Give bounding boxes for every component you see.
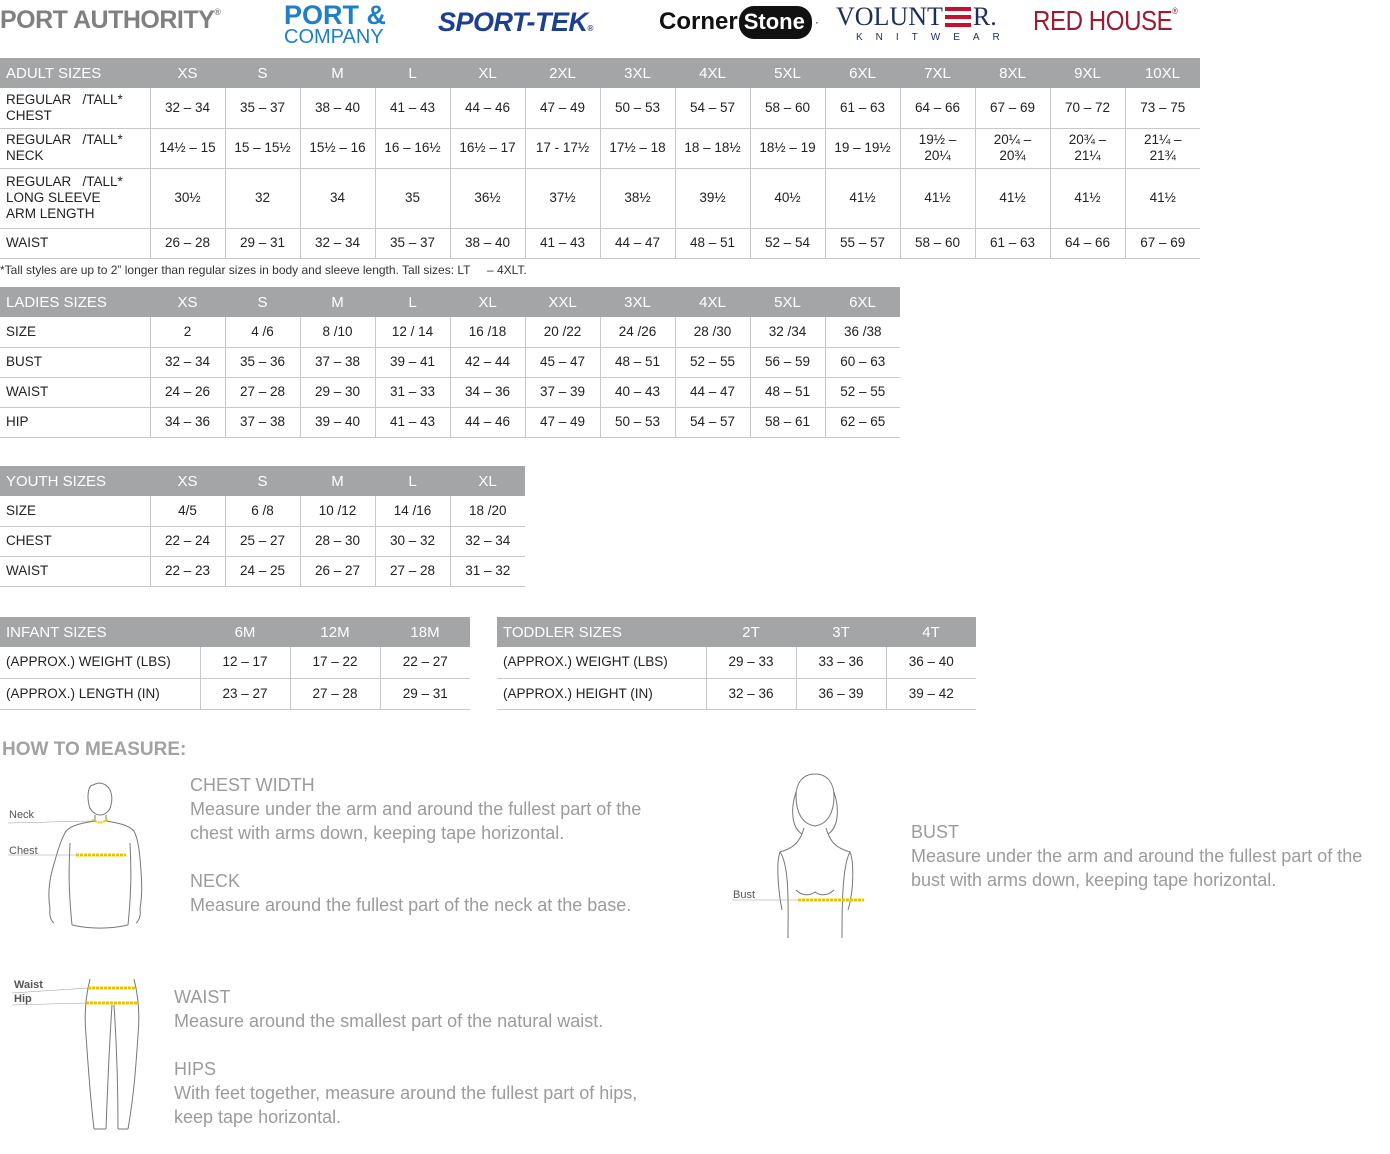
size-value-cell: 17 – 22 [290,647,380,678]
size-value-cell: 32 – 34 [150,88,225,128]
size-value-cell: 47 – 49 [525,88,600,128]
size-value-cell: 41½ [1050,168,1125,228]
size-value-cell: 39 – 42 [886,678,976,709]
size-value-cell: 36 /38 [825,317,900,347]
ladies-size-column-header: L [375,287,450,317]
table-row [0,168,1200,228]
size-value-cell: 48 – 51 [750,377,825,407]
infant-size-column-header: 18M [380,617,470,647]
table-row [0,317,900,347]
port-company-logo [284,2,386,47]
port-authority-mark: ® [214,7,221,17]
size-value-cell: 52 – 55 [675,347,750,377]
size-value-cell: 22 – 24 [150,526,225,556]
size-value-cell: 16 /18 [450,317,525,347]
size-value-cell: 41½ [900,168,975,228]
infant-size-column-header: 12M [290,617,380,647]
size-value-cell: 58 – 60 [750,88,825,128]
table-row [0,128,1200,168]
youth-size-column-header: XS [150,466,225,496]
size-value-cell: 17½ – 18 [600,128,675,168]
infant-table-header: INFANT SIZES [0,617,200,647]
adult-size-column-header: 2XL [525,58,600,88]
size-value-cell: 8 /10 [300,317,375,347]
ladies-size-column-header: 4XL [675,287,750,317]
size-value-cell: 14½ – 15 [150,128,225,168]
size-value-cell: 26 – 28 [150,228,225,258]
size-value-cell: 42 – 44 [450,347,525,377]
bust-text-line1: Measure under the arm and around the fullest part of the [911,846,1363,866]
volunteer-logo-subtitle: KNITWEAR [856,32,1013,43]
size-value-cell: 27 – 28 [375,556,450,586]
volunteer-logo-part2: R. [972,2,997,31]
size-value-cell: 64 – 66 [900,88,975,128]
row-label-line: CHEST [6,107,52,123]
size-value-cell: 36½ [450,168,525,228]
chest-figure-label: Chest [9,845,38,857]
toddler-table-header: TODDLER SIZES [497,617,706,647]
size-value-cell: 19½ – 20¼ [900,128,975,168]
row-label: SIZE [0,317,150,347]
bust-figure-label: Bust [733,889,756,901]
chest-width-text-line1: Measure under the arm and around the fullest part of the [190,799,642,819]
table-row [0,377,900,407]
red-house-mark: ® [1172,6,1178,16]
youth-size-column-header: M [300,466,375,496]
size-value-cell: 39½ [675,168,750,228]
size-value-cell: 34 – 36 [150,407,225,437]
size-value-cell: 67 – 69 [975,88,1050,128]
size-value-cell: 41½ [825,168,900,228]
size-value-cell: 58 – 60 [900,228,975,258]
size-value-cell: 44 – 46 [450,407,525,437]
infant-size-table [0,617,470,710]
size-value-cell: 14 /16 [375,496,450,526]
bust-instructions [911,820,1362,892]
red-house-logo [1033,7,1178,35]
waist-instructions [174,985,603,1033]
hips-text-line2: keep tape horizontal. [174,1107,342,1127]
size-value-cell: 18 /20 [450,496,525,526]
size-value-cell: 38 – 40 [300,88,375,128]
adult-size-column-header: XL [450,58,525,88]
size-value-cell: 48 – 51 [675,228,750,258]
row-label [0,168,150,228]
size-value-cell: 24 – 25 [225,556,300,586]
sport-tek-mark: ® [587,24,593,33]
row-label-line: REGULAR /TALL* [6,132,123,147]
hips-instructions [174,1057,637,1129]
row-label: (APPROX.) WEIGHT (LBS) [497,647,706,678]
size-value-cell: 37 – 38 [225,407,300,437]
table-row [0,556,525,586]
size-value-cell: 41 – 43 [525,228,600,258]
adult-size-column-header: 7XL [900,58,975,88]
size-value-cell: 44 – 47 [675,377,750,407]
size-value-cell: 22 – 23 [150,556,225,586]
waist-text-line1: Measure around the smallest part of the natural waist. [174,1011,604,1031]
size-value-cell: 10 /12 [300,496,375,526]
size-value-cell: 47 – 49 [525,407,600,437]
adult-size-column-header: 4XL [675,58,750,88]
size-value-cell: 27 – 28 [225,377,300,407]
size-value-cell: 39 – 41 [375,347,450,377]
ladies-size-column-header: 3XL [600,287,675,317]
table-row [0,496,525,526]
size-value-cell: 21¼ – 21¾ [1125,128,1200,168]
size-value-cell: 41½ [975,168,1050,228]
size-value-cell: 22 – 27 [380,647,470,678]
row-label-line: NECK [6,148,44,163]
ladies-size-column-header: 6XL [825,287,900,317]
size-value-cell: 37½ [525,168,600,228]
size-value-cell: 20¼ – 20¾ [975,128,1050,168]
cornerstone-logo-part2: Stone [739,6,812,39]
row-label: (APPROX.) HEIGHT (IN) [497,678,706,709]
size-value-cell: 28 /30 [675,317,750,347]
adult-size-column-header: L [375,58,450,88]
tall-sizes-note: *Tall styles are up to 2” longer than regular sizes in body and sleeve length. Tall sizes: LT – 4XLT. [0,263,527,277]
adult-size-column-header: 10XL [1125,58,1200,88]
size-value-cell: 35 – 37 [225,88,300,128]
port-authority-logo [0,8,220,33]
adult-size-column-header: 6XL [825,58,900,88]
size-value-cell: 34 [300,168,375,228]
table-row [497,678,976,709]
size-value-cell: 38 – 40 [450,228,525,258]
volunteer-logo-part1: VOLUNT [836,2,943,31]
infant-size-column-header: 6M [200,617,290,647]
size-value-cell: 24 /26 [600,317,675,347]
youth-size-table [0,466,525,587]
size-value-cell: 18½ – 19 [750,128,825,168]
neck-figure-label: Neck [9,809,35,821]
size-value-cell: 33 – 36 [796,647,886,678]
size-value-cell: 24 – 26 [150,377,225,407]
size-value-cell: 25 – 27 [225,526,300,556]
size-value-cell: 4 /6 [225,317,300,347]
ladies-size-column-header: S [225,287,300,317]
adult-size-column-header: S [225,58,300,88]
table-row [0,347,900,377]
size-value-cell: 55 – 57 [825,228,900,258]
size-value-cell: 23 – 27 [200,678,290,709]
toddler-size-column-header: 3T [796,617,886,647]
size-value-cell: 41½ [1125,168,1200,228]
size-value-cell: 52 – 54 [750,228,825,258]
size-value-cell: 61 – 63 [825,88,900,128]
port-company-line2: COMPANY [284,26,384,48]
cornerstone-mark: · [814,15,819,29]
size-value-cell: 26 – 27 [300,556,375,586]
size-value-cell: 12 – 17 [200,647,290,678]
table-row [0,407,900,437]
youth-size-column-header: XL [450,466,525,496]
youth-table-header: YOUTH SIZES [0,466,150,496]
size-value-cell: 27 – 28 [290,678,380,709]
row-label: (APPROX.) WEIGHT (LBS) [0,647,200,678]
row-label: CHEST [0,526,150,556]
size-value-cell: 32 [225,168,300,228]
ladies-size-column-header: 5XL [750,287,825,317]
size-value-cell: 60 – 63 [825,347,900,377]
size-value-cell: 15 – 15½ [225,128,300,168]
ladies-table-header: LADIES SIZES [0,287,150,317]
table-row [497,647,976,678]
cornerstone-logo-part1: Corner [659,8,738,35]
size-value-cell: 35 [375,168,450,228]
size-value-cell: 50 – 53 [600,407,675,437]
hips-text-line1: With feet together, measure around the fullest part of hips, [174,1083,638,1103]
adult-size-column-header: XS [150,58,225,88]
size-value-cell: 39 – 40 [300,407,375,437]
size-value-cell: 41 – 43 [375,88,450,128]
chest-width-text-line2: chest with arms down, keeping tape horizontal. [190,823,565,843]
size-value-cell: 52 – 55 [825,377,900,407]
size-value-cell: 70 – 72 [1050,88,1125,128]
size-value-cell: 45 – 47 [525,347,600,377]
size-value-cell: 30½ [150,168,225,228]
size-value-cell: 35 – 37 [375,228,450,258]
size-value-cell: 32 – 34 [300,228,375,258]
row-label: WAIST [0,556,150,586]
size-value-cell: 61 – 63 [975,228,1050,258]
row-label-line: WAIST [6,235,49,250]
size-value-cell: 32 – 34 [150,347,225,377]
row-label: WAIST [0,377,150,407]
table-row [0,228,1200,258]
row-label [0,128,150,168]
female-torso-figure [730,770,900,942]
table-row [0,526,525,556]
adult-size-column-header: 3XL [600,58,675,88]
adult-table-header: ADULT SIZES [0,58,150,88]
size-value-cell: 32 – 34 [450,526,525,556]
size-value-cell: 15½ – 16 [300,128,375,168]
size-value-cell: 4/5 [150,496,225,526]
size-value-cell: 20¾ – 21¼ [1050,128,1125,168]
size-value-cell: 44 – 47 [600,228,675,258]
toddler-size-table [497,617,976,710]
size-value-cell: 18 – 18½ [675,128,750,168]
sport-tek-logo-text: SPORT-TEK [438,7,588,37]
row-label-line: LONG SLEEVE [6,190,101,205]
size-value-cell: 40 – 43 [600,377,675,407]
toddler-size-column-header: 4T [886,617,976,647]
row-label: (APPROX.) LENGTH (IN) [0,678,200,709]
row-label: BUST [0,347,150,377]
size-value-cell: 31 – 33 [375,377,450,407]
port-company-line1: PORT & [284,0,387,30]
chest-width-instructions [190,773,641,845]
row-label [0,88,150,128]
size-value-cell: 16½ – 17 [450,128,525,168]
size-value-cell: 28 – 30 [300,526,375,556]
sport-tek-logo [438,9,593,36]
size-value-cell: 32 – 36 [706,678,796,709]
size-value-cell: 34 – 36 [450,377,525,407]
row-label-line: REGULAR /TALL* [6,174,123,189]
size-value-cell: 37 – 38 [300,347,375,377]
ladies-size-column-header: M [300,287,375,317]
waist-figure-label: Waist [14,979,43,991]
waist-heading: WAIST [174,987,231,1007]
hips-heading: HIPS [174,1059,217,1079]
size-value-cell: 67 – 69 [1125,228,1200,258]
size-value-cell: 38½ [600,168,675,228]
ladies-size-column-header: XXL [525,287,600,317]
size-value-cell: 40½ [750,168,825,228]
neck-text-line1: Measure around the fullest part of the neck at the base. [190,895,632,915]
bust-heading: BUST [911,822,960,842]
size-value-cell: 54 – 57 [675,407,750,437]
port-authority-logo-text: PORT AUTHORITY [0,6,215,34]
row-label: HIP [0,407,150,437]
size-value-cell: 62 – 65 [825,407,900,437]
toddler-size-column-header: 2T [706,617,796,647]
size-value-cell: 19 – 19½ [825,128,900,168]
size-value-cell: 41 – 43 [375,407,450,437]
youth-size-column-header: S [225,466,300,496]
chest-width-heading: CHEST WIDTH [190,775,315,795]
adult-size-table [0,58,1200,259]
size-value-cell: 31 – 32 [450,556,525,586]
neck-instructions [190,869,631,917]
row-label-line: REGULAR /TALL* [6,91,123,107]
size-value-cell: 29 – 30 [300,377,375,407]
red-house-logo-text: RED HOUSE [1033,5,1173,36]
size-value-cell: 12 / 14 [375,317,450,347]
ladies-size-column-header: XL [450,287,525,317]
size-value-cell: 35 – 36 [225,347,300,377]
adult-size-column-header: 5XL [750,58,825,88]
size-value-cell: 29 – 31 [380,678,470,709]
table-row [0,647,470,678]
size-value-cell: 36 – 40 [886,647,976,678]
size-value-cell: 32 /34 [750,317,825,347]
size-value-cell: 48 – 51 [600,347,675,377]
bust-text-line2: bust with arms down, keeping tape horizontal. [911,870,1277,890]
row-label: SIZE [0,496,150,526]
flag-icon [945,7,971,27]
ladies-size-column-header: XS [150,287,225,317]
row-label [0,228,150,258]
ladies-size-table [0,287,900,438]
size-value-cell: 64 – 66 [1050,228,1125,258]
size-value-cell: 56 – 59 [750,347,825,377]
adult-size-column-header: 8XL [975,58,1050,88]
size-value-cell: 37 – 39 [525,377,600,407]
size-value-cell: 30 – 32 [375,526,450,556]
size-value-cell: 29 – 33 [706,647,796,678]
size-value-cell: 16 – 16½ [375,128,450,168]
lower-body-figure [10,975,160,1135]
neck-heading: NECK [190,871,241,891]
row-label-line: ARM LENGTH [6,206,95,221]
size-value-cell: 2 [150,317,225,347]
size-value-cell: 50 – 53 [600,88,675,128]
hip-figure-label: Hip [14,993,32,1005]
volunteer-knitwear-logo [836,4,1013,43]
size-value-cell: 6 /8 [225,496,300,526]
size-value-cell: 29 – 31 [225,228,300,258]
size-value-cell: 36 – 39 [796,678,886,709]
cornerstone-logo [659,3,819,41]
how-to-measure-title: HOW TO MEASURE: [2,739,187,760]
adult-size-column-header: M [300,58,375,88]
table-row [0,88,1200,128]
youth-size-column-header: L [375,466,450,496]
size-value-cell: 73 – 75 [1125,88,1200,128]
table-row [0,678,470,709]
size-value-cell: 20 /22 [525,317,600,347]
adult-size-column-header: 9XL [1050,58,1125,88]
size-value-cell: 44 – 46 [450,88,525,128]
size-value-cell: 58 – 61 [750,407,825,437]
size-value-cell: 54 – 57 [675,88,750,128]
size-value-cell: 17 - 17½ [525,128,600,168]
male-torso-figure [0,775,150,935]
